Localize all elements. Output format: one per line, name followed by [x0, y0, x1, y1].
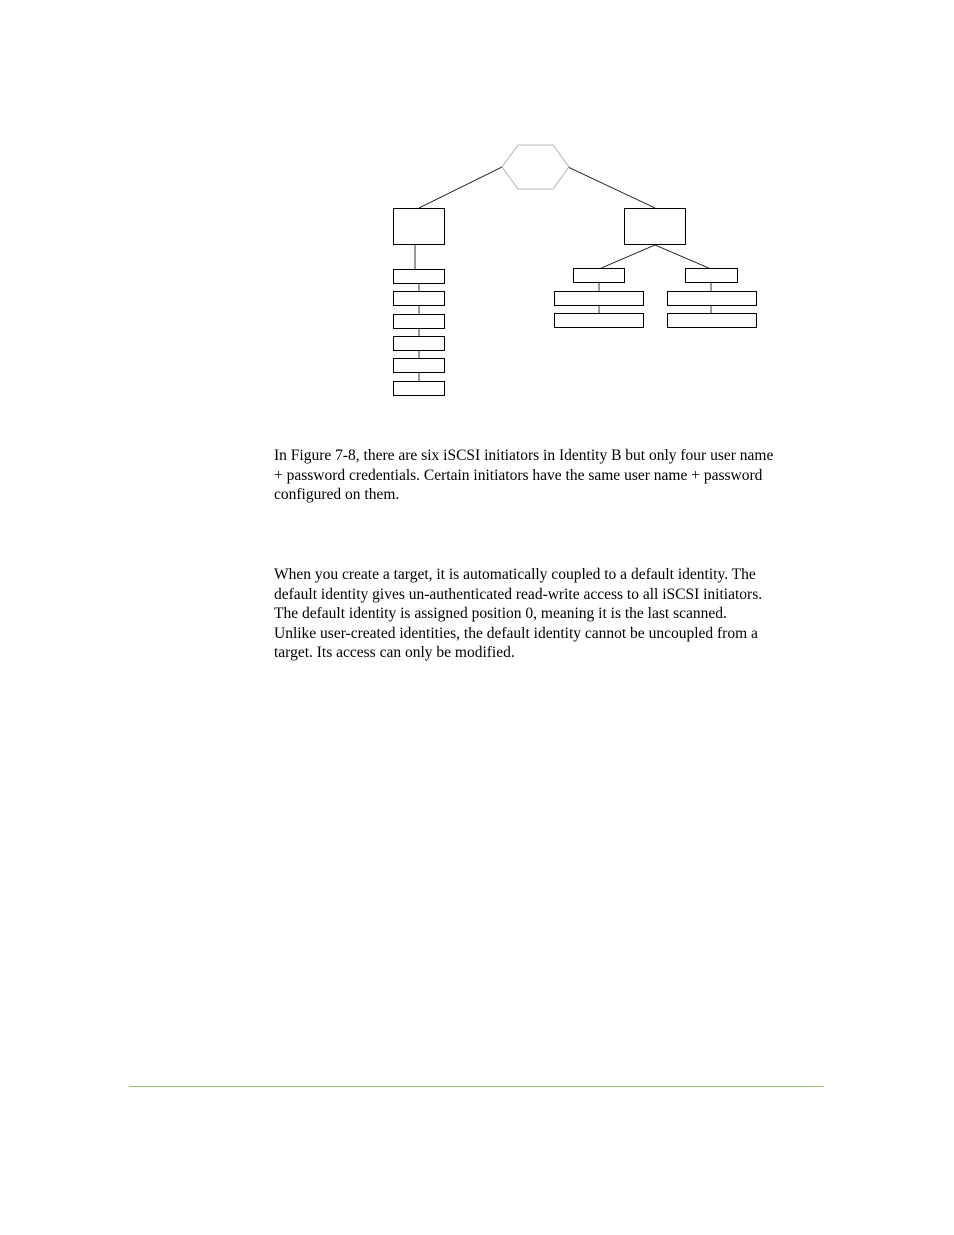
connector-target-to-identity-a — [568, 167, 655, 208]
identity-a-credential-1 — [574, 269, 625, 283]
footer-divider — [129, 1086, 824, 1087]
identity-b-initiator-2 — [394, 292, 445, 306]
paragraph-line: Unlike user-created identities, the default identity cannot be uncoupled from a — [274, 624, 758, 642]
identity-a-initiator-3 — [668, 292, 757, 306]
paragraph-default-identity — [274, 565, 834, 663]
connector-identity-a-to-group-2 — [655, 245, 711, 269]
identity-a-box — [625, 209, 686, 245]
identity-a-credential-2 — [686, 269, 738, 283]
paragraph-line: configured on them. — [274, 486, 400, 504]
paragraph-line: default identity gives un-authenticated read-write access to all iSCSI initiators. — [274, 585, 763, 603]
paragraph-line: + password credentials. Certain initiators have the same user name + password — [274, 466, 763, 484]
identity-tree-diagram — [0, 0, 954, 420]
identity-a-initiator-4 — [668, 314, 757, 328]
connector-identity-a-to-group-1 — [599, 245, 655, 269]
target-node-hexagon — [502, 145, 569, 189]
paragraph-line: When you create a target, it is automatically coupled to a default identity. The — [274, 566, 756, 583]
identity-b-initiator-6 — [394, 382, 445, 396]
connector-target-to-identity-b — [419, 167, 502, 208]
identity-b-box — [394, 209, 445, 245]
identity-b-initiator-3 — [394, 315, 445, 329]
identity-a-initiator-2 — [555, 314, 644, 328]
paragraph-line: target. Its access can only be modified. — [274, 644, 515, 662]
identity-a-initiator-1 — [555, 292, 644, 306]
paragraph-figure-explanation — [274, 446, 834, 505]
paragraph-line: In Figure 7-8, there are six iSCSI initiators in Identity B but only four user name — [274, 447, 774, 464]
identity-b-initiator-5 — [394, 359, 445, 373]
identity-b-initiator-1 — [394, 270, 445, 284]
identity-b-initiator-4 — [394, 337, 445, 351]
paragraph-line: The default identity is assigned position 0, meaning it is the last scanned. — [274, 605, 727, 623]
